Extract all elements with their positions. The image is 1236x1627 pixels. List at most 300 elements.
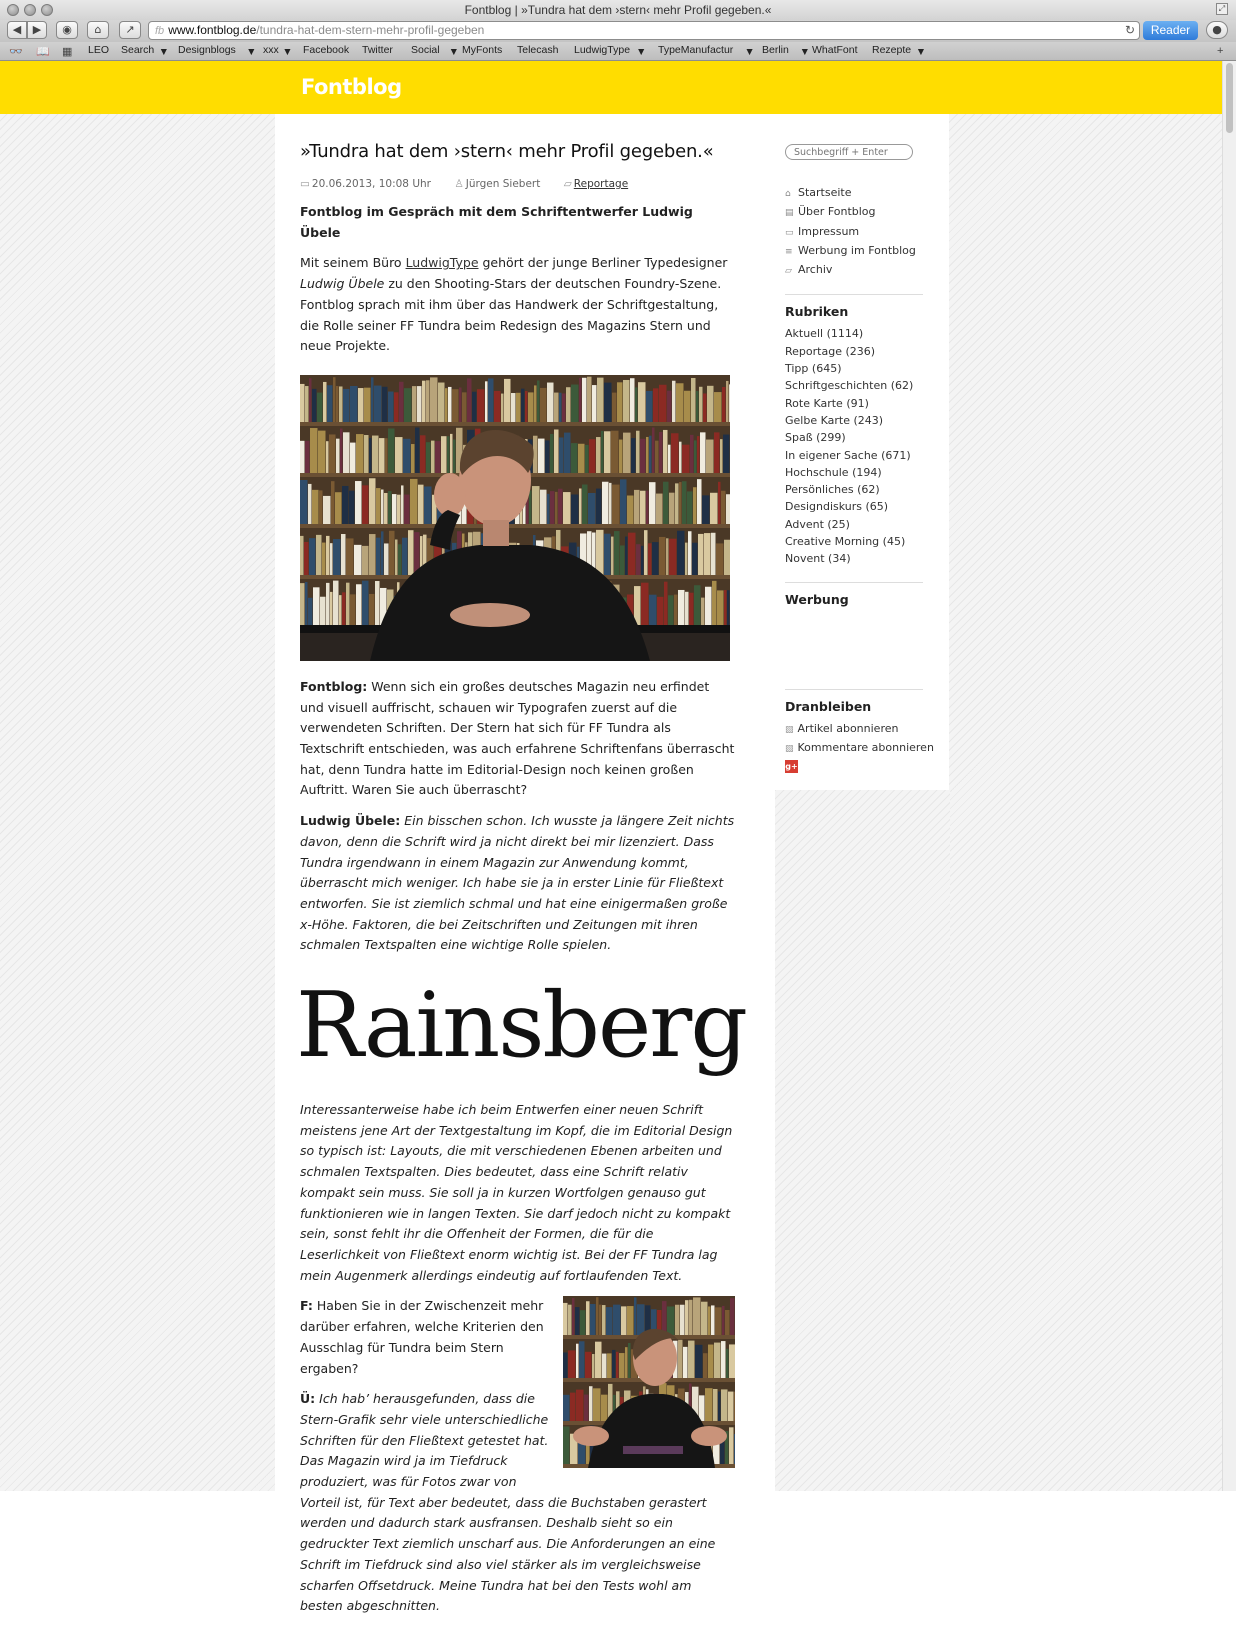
bookmark-xxx[interactable]: xxx <box>263 44 279 56</box>
book-spine <box>384 493 388 524</box>
book-spine <box>305 441 310 473</box>
book-spine <box>701 1302 708 1335</box>
category-count: (645) <box>811 362 842 376</box>
category-item[interactable] <box>785 325 923 342</box>
book-spine <box>619 439 623 472</box>
book-spine <box>644 530 648 575</box>
book-spine <box>595 1342 602 1378</box>
fullscreen-icon[interactable]: ⤢ <box>1216 3 1228 15</box>
book-spine <box>308 484 312 524</box>
book-spine <box>329 434 336 473</box>
site-logo[interactable]: Fontblog <box>301 75 402 99</box>
book-spine <box>675 483 679 524</box>
book-spine <box>641 546 644 575</box>
book-spine <box>316 535 322 575</box>
book-spine <box>545 440 550 473</box>
book-spine <box>638 382 646 422</box>
book-spine <box>721 1341 726 1378</box>
book-spine <box>537 380 540 422</box>
chevron-down-icon: ▼ <box>158 46 169 58</box>
chevron-down-icon: ▼ <box>448 46 459 58</box>
book-spine <box>721 491 726 524</box>
bookmark-typemanufactur[interactable]: TypeManufactur <box>658 44 734 56</box>
book-spine <box>659 385 667 422</box>
book-spine <box>339 595 342 626</box>
favicon: fb <box>155 25 165 37</box>
book-spine <box>726 1349 729 1378</box>
nav-icon: ▭ <box>785 227 794 238</box>
book-spine <box>410 479 418 524</box>
book-spine <box>602 1354 607 1378</box>
book-spine <box>320 597 326 626</box>
book-spine <box>411 444 415 473</box>
book-spine <box>402 538 408 575</box>
book-spine <box>655 441 659 473</box>
top-sites-button[interactable]: ◉ <box>56 21 78 39</box>
book-spine <box>714 1343 721 1378</box>
category-name[interactable]: Schriftgeschichten <box>785 379 888 393</box>
book-spine <box>652 542 659 575</box>
nav-icon: ▱ <box>785 266 792 277</box>
book-spine <box>362 546 369 575</box>
book-spine <box>540 388 547 422</box>
book-spine <box>729 384 730 422</box>
book-spine <box>341 534 346 575</box>
post-date: ▭ 20.06.2013, 10:08 Uhr <box>300 178 431 190</box>
book-spine <box>659 537 666 575</box>
book-spine <box>554 392 559 421</box>
book-spine <box>656 493 663 523</box>
bookmark-myfonts[interactable]: MyFonts <box>462 44 503 56</box>
book-spine <box>677 531 685 575</box>
book-spine <box>679 442 682 473</box>
book-spine <box>689 593 694 626</box>
category-item[interactable] <box>785 481 923 498</box>
rubriken-heading: Rubriken <box>785 304 849 320</box>
book-spine <box>700 432 706 473</box>
book-spine <box>728 1392 734 1421</box>
divider <box>785 294 923 295</box>
dranbleiben-heading: Dranbleiben <box>785 698 872 714</box>
category-name[interactable]: Spaß <box>785 431 813 445</box>
bookmark-search[interactable]: Search <box>121 44 155 56</box>
book-spine <box>326 536 330 575</box>
category-item[interactable] <box>785 377 923 394</box>
book-spine <box>330 543 333 575</box>
book-spine <box>538 438 545 472</box>
category-count: (194) <box>852 465 882 479</box>
category-name[interactable]: In eigener Sache <box>785 448 878 462</box>
book-spine <box>564 433 571 473</box>
book-spine <box>327 385 333 422</box>
book-spine <box>438 382 445 421</box>
book-spine <box>579 488 582 524</box>
book-spine <box>397 495 401 524</box>
book-spine <box>404 494 410 523</box>
bookmark-rezepte[interactable]: Rezepte <box>872 44 912 56</box>
book-spine <box>717 590 724 626</box>
book-spine <box>448 387 452 422</box>
book-spine <box>467 378 472 422</box>
category-item[interactable] <box>785 498 923 515</box>
book-spine <box>589 439 596 473</box>
bookmark-whatfont[interactable]: WhatFont <box>812 44 858 56</box>
share-button[interactable]: ↗ <box>119 21 141 39</box>
category-name[interactable]: Designdiskurs <box>785 500 863 514</box>
book-spine <box>724 540 730 575</box>
scrollbar-thumb[interactable] <box>1226 63 1233 133</box>
book-spine <box>697 479 702 524</box>
book-spine <box>364 388 371 422</box>
scrollbar[interactable] <box>1222 61 1236 1491</box>
article-lead: Fontblog im Gespräch mit dem Schriftentwerfer Ludwig Übele <box>300 204 693 240</box>
downloads-button[interactable]: ● <box>1206 21 1228 39</box>
book-spine <box>657 597 664 626</box>
book-spine <box>679 482 682 524</box>
book-spine <box>459 387 462 421</box>
book-spine <box>525 391 528 422</box>
book-spine <box>521 389 525 422</box>
category-item[interactable] <box>785 464 923 481</box>
book-spine <box>582 484 588 524</box>
book-spine <box>604 534 611 575</box>
book-spine <box>447 436 450 473</box>
book-spine <box>450 434 453 473</box>
nav-item[interactable] <box>785 203 923 222</box>
book-spine <box>528 392 534 422</box>
book-spine <box>424 486 432 524</box>
book-spine <box>601 431 604 473</box>
book-spine <box>601 1395 608 1421</box>
book-spine <box>562 393 566 422</box>
book-spine <box>300 480 308 524</box>
book-spine <box>693 487 697 524</box>
book-spine <box>343 432 350 473</box>
book-spine <box>350 443 356 473</box>
book-spine <box>730 1299 735 1336</box>
book-spine <box>555 492 558 524</box>
book-spine <box>663 430 668 473</box>
book-spine <box>612 1350 616 1378</box>
book-spine <box>355 481 362 524</box>
category-count: (62) <box>890 379 914 393</box>
bookmark-designblogs[interactable]: Designblogs <box>178 44 236 56</box>
book-spine <box>725 1310 730 1335</box>
bookmark-berlin[interactable]: Berlin <box>762 44 789 56</box>
book-spine <box>602 1305 606 1335</box>
book-spine <box>580 1311 586 1336</box>
bookmark-leo[interactable]: LEO <box>88 44 110 56</box>
book-spine <box>533 436 538 473</box>
chevron-down-icon: ▼ <box>744 46 755 58</box>
book-spine <box>349 491 355 524</box>
book-spine <box>704 533 711 575</box>
category-name[interactable]: Reportage <box>785 344 842 358</box>
book-spine <box>711 533 716 575</box>
reader-button[interactable]: Reader <box>1143 21 1198 40</box>
book-spine <box>710 493 718 524</box>
book-spine <box>415 427 420 472</box>
book-spine <box>637 1305 645 1336</box>
book-spine <box>616 1352 619 1378</box>
category-count: (65) <box>865 500 889 514</box>
book-spine <box>462 392 467 422</box>
book-spine <box>317 393 323 422</box>
category-name[interactable]: Aktuell <box>785 327 824 341</box>
ad-space <box>785 613 923 675</box>
category-count: (62) <box>857 483 880 497</box>
book-spine <box>379 438 385 473</box>
book-spine <box>401 485 404 524</box>
category-name[interactable]: Hochschule <box>785 465 849 479</box>
book-spine <box>485 381 488 422</box>
book-spine <box>705 1389 713 1422</box>
book-spine <box>640 491 646 524</box>
category-item[interactable] <box>785 343 923 360</box>
book-spine <box>714 432 720 473</box>
book-spine <box>678 1340 683 1378</box>
book-spine <box>326 583 330 626</box>
category-name[interactable]: Novent <box>785 552 825 566</box>
book-spine <box>716 543 724 575</box>
book-spine <box>568 1351 576 1379</box>
book-spine <box>727 590 730 626</box>
book-spine <box>571 443 578 473</box>
book-spine <box>612 484 620 523</box>
ludwigtype-link[interactable]: LudwigType <box>405 255 479 271</box>
bookmark-social[interactable]: Social <box>411 44 440 56</box>
home-button[interactable]: ⌂ <box>87 21 109 39</box>
category-name[interactable]: Creative Morning <box>785 535 880 549</box>
bookmark-ludwigtype[interactable]: LudwigType <box>574 44 631 56</box>
top-sites-grid-icon[interactable]: ▦ <box>62 46 73 58</box>
answer-2: Ü: Ich hab’ herausgefunden, dass die Stern-Grafik sehr viele unterschiedliche Schriften für den Fließtext getestet hat. Das Magazin wird ja im Tiefdruck produziert, was für Fotos zwar von Vorteil ist, für Text aber bedeutet, dass die Buchstaben gerastert werden und dadurch stark ausfransen. Deshalb sieht so ein gedruckter Text ziemlich unscharf aus. Die Anforderungen an eine Schrift im Tiefdruck sind also viel stärker als im vergleichsweise scharfen Offsetdruck. Meine Tundra hat bei den Tests wohl am besten abgeschnitten. <box>300 1391 716 1614</box>
book-spine <box>418 485 424 524</box>
book-spine <box>683 1347 688 1378</box>
book-spine <box>426 380 430 422</box>
book-spine <box>590 1304 596 1335</box>
book-spine <box>597 378 604 422</box>
book-spine <box>550 491 555 524</box>
book-spine <box>662 1301 667 1335</box>
address-bar[interactable] <box>148 21 1140 40</box>
book-spine <box>723 434 730 472</box>
sidebar-nav <box>785 184 923 280</box>
nav-item[interactable] <box>785 184 923 203</box>
book-spine <box>335 492 342 524</box>
book-spine <box>621 1307 627 1336</box>
new-tab-icon[interactable]: + <box>1217 45 1224 57</box>
book-spine <box>596 1298 599 1336</box>
book-spine <box>550 434 554 473</box>
book-spine <box>596 437 601 473</box>
category-item[interactable] <box>785 412 923 429</box>
book-spine <box>628 533 636 575</box>
calendar-icon: ▭ <box>300 178 310 190</box>
nav-item[interactable] <box>785 242 923 261</box>
book-spine <box>614 531 620 575</box>
book-spine <box>504 379 511 422</box>
nav-item[interactable] <box>785 261 923 280</box>
book-spine <box>305 582 308 626</box>
book-spine <box>636 544 641 575</box>
chevron-down-icon: ▼ <box>636 46 647 58</box>
bookmark-twitter[interactable]: Twitter <box>362 44 393 56</box>
back-button[interactable]: ◀ <box>7 21 27 39</box>
category-count: (45) <box>882 535 906 549</box>
book-spine <box>388 428 395 473</box>
book-spine <box>392 494 397 524</box>
book-spine <box>571 494 579 524</box>
book-spine <box>394 392 399 422</box>
book-spine <box>371 377 374 422</box>
category-name[interactable]: Rote Karte <box>785 396 843 410</box>
book-spine <box>417 386 422 422</box>
book-spine <box>691 378 696 422</box>
book-spine <box>310 428 318 473</box>
answer-1-continued: Interessanterweise habe ich beim Entwerfen einer neuen Schrift meistens jene Art der Textgestaltung im Kopf, die im Editorial Design so typisch ist: Layouts, die mit verschiedenen Ebenen arbeiten und schmalen Textspalten. Dies bedeutet, dass eine Schrift relativ kompakt sein muss. Sie soll ja in kurzen Wortfolgen genauso gut funktionieren wie in langen Texten. Sie darf jedoch nicht zu kompakt sein, sonst fehlt ihr die Offenheit der Formen, die für die Leserlichkeit von Fließtext enorm wichtig ist. Bei der FF Tundra lag mein Augenmerk allerdings eindeutig auf fortlaufenden Text. <box>300 1102 733 1283</box>
subscribe-label: Kommentare abonnieren <box>797 740 934 754</box>
nav-item-label: Über Fontblog <box>798 205 876 219</box>
category-item[interactable] <box>785 395 923 412</box>
book-spine <box>300 384 305 422</box>
article-meta <box>300 176 735 192</box>
book-spine <box>646 491 649 524</box>
nav-item[interactable] <box>785 223 923 242</box>
google-plus-icon[interactable]: g+ <box>785 762 798 772</box>
nav-item-label: Impressum <box>798 224 860 238</box>
book-spine <box>356 434 364 473</box>
book-spine <box>547 382 554 421</box>
book-spine <box>649 436 652 473</box>
subscribe-link[interactable] <box>785 739 934 758</box>
answer-1: Ludwig Übele: Ein bisschen schon. Ich wusste ja längere Zeit nichts davon, denn die Schrift wird ja nicht direkt bei mir lizenziert. Dass Tundra irgendwann in einem Magazin zur Anwendung kommt, überrascht mich weniger. Ich habe sie ja in erster Linie für Fließtext entworfen. Sie ist ziemlich schmal und hat eine einigermaßen große x-Höhe. Faktoren, die bei Zeitschriften und Zeitungen mit ihren schmalen Textspalten eine wichtige Rolle spielen. <box>300 813 735 953</box>
bookmark-telecash[interactable]: Telecash <box>517 44 559 56</box>
book-spine <box>631 438 636 473</box>
book-spine <box>641 583 649 626</box>
category-item[interactable] <box>785 533 923 550</box>
book-spine <box>534 385 537 422</box>
book-spine <box>669 539 677 575</box>
nav-item-label: Startseite <box>798 186 852 199</box>
book-spine <box>350 594 356 626</box>
book-spine <box>516 393 521 422</box>
window-titlebar <box>0 0 1236 20</box>
category-item[interactable] <box>785 360 923 377</box>
book-spine <box>572 1299 575 1336</box>
book-spine <box>404 388 412 422</box>
book-spine <box>619 1353 625 1378</box>
book-spine <box>599 1305 602 1335</box>
book-spine <box>389 531 395 575</box>
book-spine <box>607 1354 612 1379</box>
chevron-down-icon: ▼ <box>282 46 293 58</box>
category-item[interactable] <box>785 516 923 533</box>
book-spine <box>712 581 717 626</box>
book-spine <box>675 1305 680 1335</box>
search-input[interactable] <box>785 144 913 160</box>
book-spine <box>346 538 354 575</box>
book-spine <box>667 1307 675 1336</box>
shelf-board <box>300 524 730 528</box>
forward-button[interactable]: ▶ <box>27 21 47 39</box>
book-spine <box>336 439 340 473</box>
subscribe-link[interactable] <box>785 720 923 739</box>
book-spine <box>627 1306 634 1335</box>
book-spine <box>620 479 627 524</box>
book-spine <box>388 491 392 524</box>
book-spine <box>623 380 630 422</box>
book-spine <box>596 530 604 575</box>
book-spine <box>563 1395 570 1421</box>
book-spine <box>625 1348 628 1379</box>
book-spine <box>585 1352 592 1378</box>
nav-icon: ▤ <box>785 208 794 219</box>
book-spine <box>596 488 602 523</box>
book-spine <box>488 378 494 422</box>
book-spine <box>453 439 456 472</box>
book-spine <box>707 386 714 422</box>
shelf-board <box>300 422 730 426</box>
book-spine <box>680 1305 685 1335</box>
bookmark-facebook[interactable]: Facebook <box>303 44 350 56</box>
rss-icon: ▧ <box>785 724 794 735</box>
book-spine <box>374 385 382 421</box>
category-item[interactable] <box>785 550 923 567</box>
category-item[interactable] <box>785 447 923 464</box>
book-spine <box>718 1392 721 1422</box>
question-2: F: Haben Sie in der Zwischenzeit mehr darüber erfahren, welche Kriterien den Ausschlag für Tundra beim Stern ergaben? <box>300 1298 544 1376</box>
category-name[interactable]: Tipp <box>785 362 809 376</box>
category-item[interactable] <box>785 429 923 446</box>
portrait-photo <box>300 375 730 661</box>
background-pattern <box>775 790 950 1491</box>
book-spine <box>667 391 672 422</box>
book-spine <box>563 1303 568 1335</box>
book-spine <box>734 1434 735 1464</box>
reading-list-icon[interactable]: 👓 <box>9 46 23 58</box>
book-spine <box>708 1345 714 1378</box>
book-spine <box>472 392 477 422</box>
book-spine <box>652 427 655 473</box>
book-spine <box>339 386 343 422</box>
book-spine <box>612 393 617 422</box>
window-title: Fontblog | »Tundra hat dem ›stern‹ mehr Profil gegeben.« <box>464 3 772 17</box>
book-spine <box>342 592 346 626</box>
portrait-illustration <box>300 375 730 661</box>
book-spine <box>376 488 381 524</box>
book-spine <box>646 437 649 473</box>
book-spine <box>674 595 678 626</box>
book-spine <box>388 391 394 421</box>
book-spine <box>613 1305 621 1335</box>
chevron-down-icon: ▼ <box>799 46 810 58</box>
book-spine <box>694 440 697 473</box>
book-spine <box>559 393 562 422</box>
book-spine <box>701 598 705 626</box>
book-spine <box>611 536 614 574</box>
category-name[interactable]: Advent <box>785 517 824 531</box>
category-name[interactable]: Gelbe Karte <box>785 413 850 427</box>
question-1: Fontblog: Wenn sich ein großes deutsches Magazin neu erfindet und visuell auffrischt, schauen wir Typografen zuerst auf die verwendeten Schriften. Der Stern hat sich für FF Tundra als Textschrift entschieden, was auch erfahrene Schriftenfans überrascht hat, denn Tundra hatte im Editorial-Design noch keinen großen Auftritt. Waren Sie auch überrascht? <box>300 678 735 798</box>
book-spine <box>399 382 404 422</box>
book-spine <box>312 490 319 524</box>
category-link[interactable]: Reportage <box>573 178 629 190</box>
bookmarks-icon[interactable]: 📖 <box>36 46 50 58</box>
reload-icon[interactable]: ↻ <box>1124 23 1135 37</box>
book-spine <box>412 386 417 422</box>
category-name[interactable]: Persönliches <box>785 483 854 497</box>
